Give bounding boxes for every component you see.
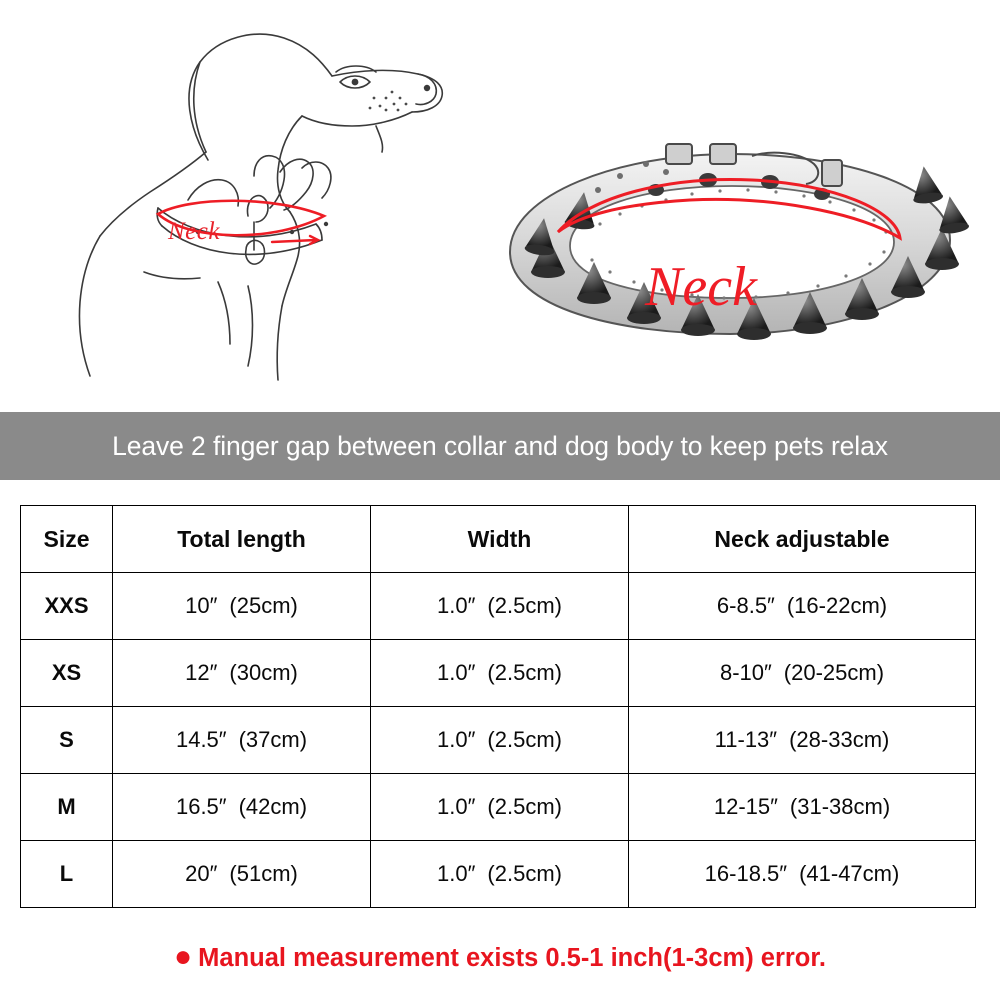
table-row xyxy=(21,774,976,841)
table-row xyxy=(21,707,976,774)
cell-neck-adjustable xyxy=(629,774,976,841)
width-inch: 1.0″ xyxy=(437,861,476,886)
cell-width xyxy=(371,774,629,841)
cell-size: XS xyxy=(21,640,113,707)
size-table-wrap xyxy=(20,505,975,908)
neck-label-dog: Neck xyxy=(168,218,220,245)
width-cm: (2.5cm) xyxy=(487,861,562,886)
neck-inch: 8-10″ xyxy=(719,660,772,685)
size-table xyxy=(20,505,976,908)
column-header-width: Width xyxy=(371,506,629,573)
illustration-area xyxy=(0,0,1000,412)
caption-bar xyxy=(0,412,1000,480)
neck-inch: 11-13″ xyxy=(714,727,778,752)
spiked-collar-icon xyxy=(470,120,990,385)
cell-neck-adjustable xyxy=(629,707,976,774)
width-cm: (2.5cm) xyxy=(487,593,562,618)
table-row xyxy=(21,640,976,707)
cell-total-length xyxy=(113,707,371,774)
cell-total-length xyxy=(113,841,371,908)
total-length-inch: 14.5″ xyxy=(175,727,227,752)
total-length-inch: 12″ xyxy=(185,660,218,685)
neck-cm: (16-22cm) xyxy=(786,593,888,618)
cell-size: L xyxy=(21,841,113,908)
cell-width xyxy=(371,841,629,908)
total-length-cm: (51cm) xyxy=(229,861,298,886)
total-length-cm: (37cm) xyxy=(238,727,308,752)
cell-neck-adjustable xyxy=(629,640,976,707)
caption-text: Leave 2 finger gap between collar and dog body to keep pets relax xyxy=(112,430,888,461)
width-cm: (2.5cm) xyxy=(487,660,562,685)
disclaimer-note xyxy=(0,940,1000,973)
neck-cm: (20-25cm) xyxy=(783,660,885,685)
width-inch: 1.0″ xyxy=(437,794,476,819)
table-row xyxy=(21,573,976,640)
cell-total-length xyxy=(113,774,371,841)
neck-inch: 16-18.5″ xyxy=(704,861,788,886)
table-row xyxy=(21,841,976,908)
cell-neck-adjustable xyxy=(629,841,976,908)
cell-size: S xyxy=(21,707,113,774)
total-length-cm: (30cm) xyxy=(229,660,298,685)
neck-cm: (41-47cm) xyxy=(799,861,900,886)
width-inch: 1.0″ xyxy=(437,593,476,618)
width-cm: (2.5cm) xyxy=(487,727,562,752)
cell-total-length xyxy=(113,640,371,707)
neck-cm: (28-33cm) xyxy=(789,727,890,752)
total-length-inch: 10″ xyxy=(185,593,218,618)
column-header-neck-adjustable: Neck adjustable xyxy=(629,506,976,573)
total-length-inch: 16.5″ xyxy=(175,794,227,819)
cell-size: XXS xyxy=(21,573,113,640)
neck-label-collar: Neck xyxy=(645,256,757,318)
table-header-row xyxy=(21,506,976,573)
dog-head-icon xyxy=(40,10,470,405)
column-header-total-length: Total length xyxy=(113,506,371,573)
width-inch: 1.0″ xyxy=(437,727,476,752)
total-length-cm: (42cm) xyxy=(238,794,308,819)
neck-inch: 12-15″ xyxy=(713,794,778,819)
disclaimer-text: Manual measurement exists 0.5-1 inch(1-3cm) error. xyxy=(198,944,826,972)
cell-width xyxy=(371,707,629,774)
cell-total-length xyxy=(113,573,371,640)
cell-width xyxy=(371,640,629,707)
cell-size: M xyxy=(21,774,113,841)
neck-cm: (31-38cm) xyxy=(789,794,891,819)
width-cm: (2.5cm) xyxy=(487,794,562,819)
cell-neck-adjustable xyxy=(629,573,976,640)
cell-width xyxy=(371,573,629,640)
bullet-icon: ● xyxy=(174,940,193,973)
neck-inch: 6-8.5″ xyxy=(716,593,775,618)
total-length-cm: (25cm) xyxy=(229,593,298,618)
width-inch: 1.0″ xyxy=(437,660,476,685)
total-length-inch: 20″ xyxy=(185,861,218,886)
column-header-size: Size xyxy=(21,506,113,573)
